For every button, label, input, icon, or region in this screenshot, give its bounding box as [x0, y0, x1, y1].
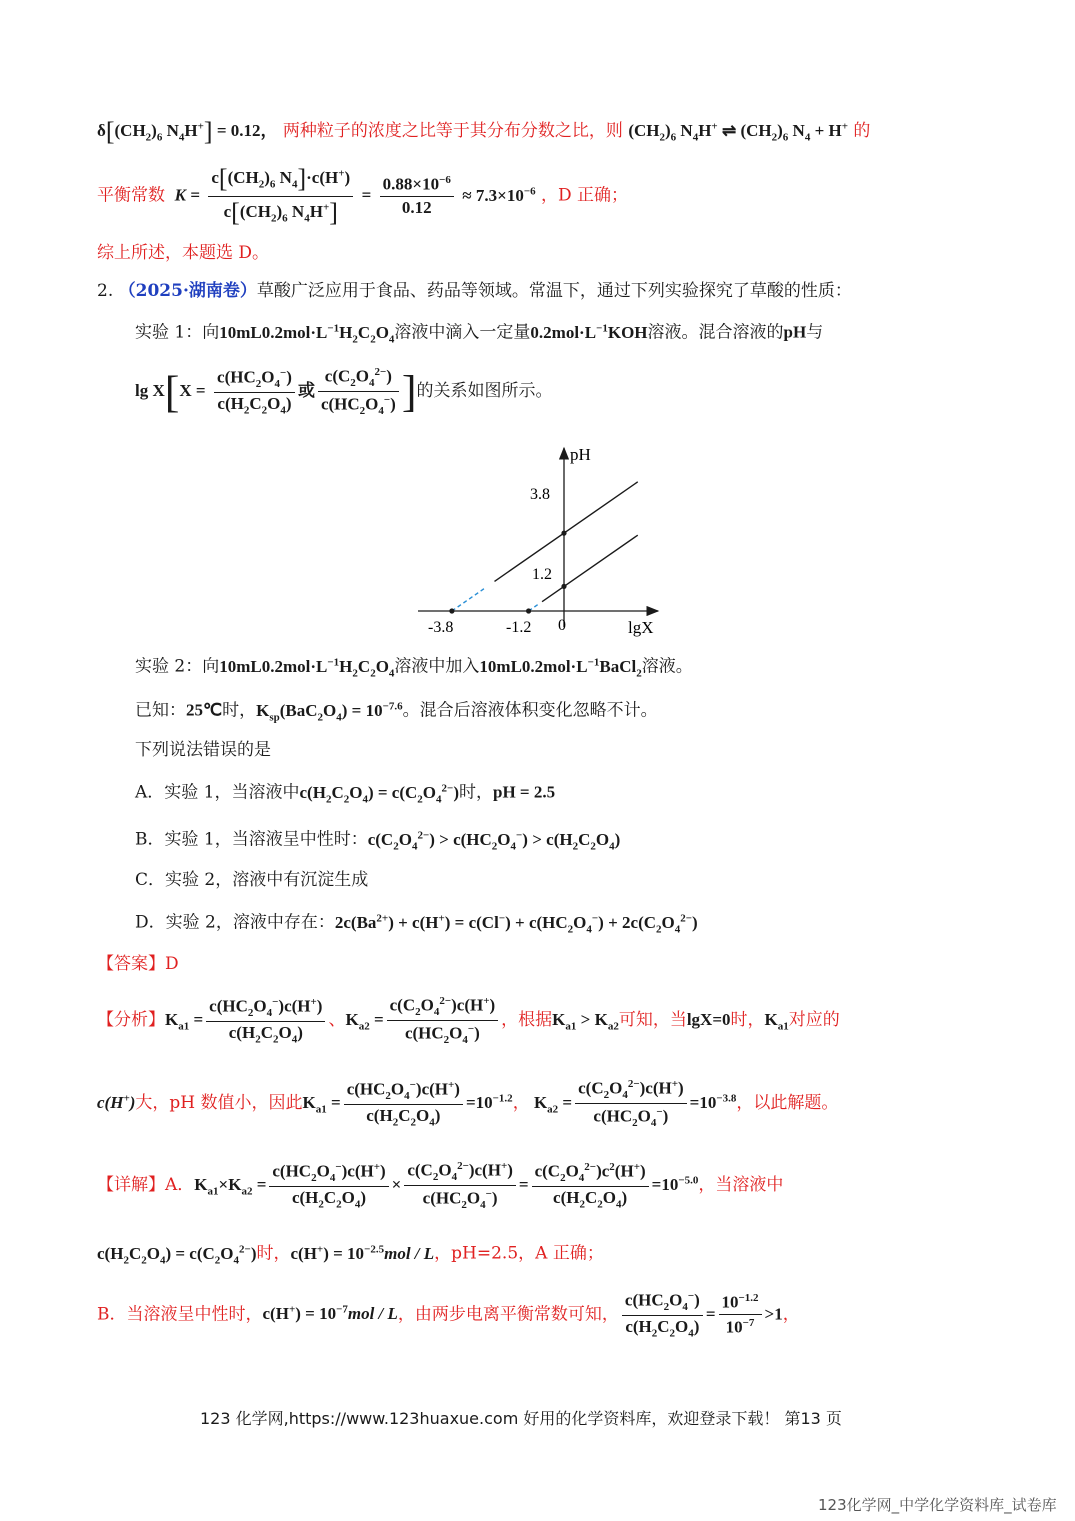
text: ，	[512, 1093, 530, 1114]
formula: lgX=0	[686, 1010, 731, 1030]
fraction: $\frac{c[(CH_2)_6 N_4]\cdot c(H^+)}{c[(CH_2)_6 N_4H^+]}$	[208, 165, 353, 227]
text: 已知：	[135, 700, 186, 721]
x-tick-label: 0	[558, 617, 566, 634]
formula: 或	[297, 381, 315, 401]
formula: $10mL0.2mol\cdot L^{-1}BaCl_2$	[479, 656, 642, 680]
answer-value: D	[165, 954, 179, 974]
text: ，D 正确；	[541, 185, 629, 206]
text: 溶液中滴入一定量	[394, 322, 531, 343]
option-d	[135, 912, 698, 935]
text: ，由两步电离平衡常数可知，	[397, 1304, 619, 1325]
formula: $c(H_2C_2O_4) = c(C_2O_4^{2-})$	[299, 782, 459, 806]
text: B．实验 1，当溶液呈中性时：	[135, 829, 368, 850]
fraction: $\frac{c(C_2O_4^{2-})c^2(H^+)}{c(H_2C_2O_4)}$	[532, 1161, 649, 1211]
text: 实验 2：向	[135, 656, 220, 677]
text: 的	[853, 121, 871, 142]
formula: =	[705, 1304, 716, 1324]
formula: >1	[764, 1304, 783, 1324]
formula: $K_{a2}$ =	[345, 1010, 384, 1033]
fraction: $\frac{c(HC_2O_4^-)}{c(H_2C_2O_4)}$	[214, 367, 295, 417]
text: ，	[782, 1304, 800, 1325]
text: 溶液。混合溶液的	[647, 322, 784, 343]
experiment-2	[135, 656, 693, 679]
series-0-x-intercept-point	[449, 608, 454, 613]
text: ，pH=2.5，A 正确；	[434, 1243, 604, 1264]
text: 时，	[256, 1243, 291, 1264]
series-0-y-intercept-point	[561, 531, 566, 536]
detail-label: 【详解】	[97, 1175, 165, 1196]
formula: $K_{a1}$ =	[165, 1010, 204, 1033]
ph-lgx-chart	[410, 442, 670, 642]
text-line-1	[97, 118, 870, 147]
formula: $K_{a1}$	[764, 1010, 789, 1033]
text: 平衡常数	[97, 185, 165, 206]
option-a	[135, 782, 555, 805]
series-1-line	[542, 535, 638, 602]
formula: $=10^{-3.8}$	[689, 1092, 737, 1113]
text: D．实验 2，溶液中存在：	[135, 912, 335, 933]
text: 大，pH 数值小，因此	[135, 1093, 303, 1114]
watermark: 123化学网_中学化学资料库_试卷库	[818, 1496, 1057, 1514]
detail-line-3	[97, 1290, 800, 1340]
option-c: C．实验 2，溶液中有沉淀生成	[135, 870, 369, 890]
formula: $=10^{-1.2}$	[465, 1092, 513, 1113]
text: 。混合后溶液体积变化忽略不计。	[402, 700, 658, 721]
analysis-line-1	[97, 995, 840, 1046]
fraction: $\frac{c(C_2O_4^{2-})c(H^+)}{c(HC_2O_4^-)}$	[404, 1160, 516, 1211]
text: 时，	[222, 700, 257, 721]
text: 可知，当	[618, 1010, 687, 1031]
x-axis-label: lgX	[628, 618, 654, 637]
formula: ≈ $7.3\times 10^{-6}$	[462, 184, 536, 205]
series-1-x-intercept-point	[526, 608, 531, 613]
known-condition	[135, 700, 658, 723]
text: ，以此解题。	[736, 1093, 839, 1114]
x-tick-label: -1.2	[506, 619, 532, 636]
y-axis-label: pH	[570, 445, 591, 464]
formula: K =	[170, 185, 200, 205]
series-1-y-intercept-point	[561, 584, 566, 589]
text: 时，	[730, 1010, 765, 1031]
formula: $10mL0.2mol\cdot L^{-1}H_2C_2O_4$	[219, 656, 395, 680]
y-tick-label: 3.8	[530, 486, 550, 503]
text-line-2	[97, 165, 628, 227]
formula: $=10^{-5.0}$	[651, 1174, 699, 1195]
fraction: $\frac{c(C_2O_4^{2-})}{c(HC_2O_4^-)}$	[318, 366, 399, 417]
text: 溶液中加入	[394, 656, 480, 677]
formula: ×	[391, 1175, 402, 1195]
text: 时，	[458, 782, 493, 803]
option-b	[135, 829, 620, 852]
formula: $2c(Ba^{2+}) + c(H^+) = c(Cl^-) + c(HC_2O_4^-) + 2c(C_2O_4^{2-})$	[334, 912, 698, 936]
fraction: $\frac{c(HC_2O_4^-)c(H^+)}{c(H_2C_2O_4)}$	[206, 996, 325, 1046]
x-tick-label: -3.8	[428, 619, 454, 636]
y-tick-label: 1.2	[532, 566, 552, 583]
experiment-1-relation	[135, 366, 553, 417]
formula: $K_{sp}(BaC_2O_4) = 10^{-7.6}$	[256, 700, 403, 724]
text: 与	[806, 322, 824, 343]
formula: $10mL0.2mol\cdot L^{-1}H_2C_2O_4$	[219, 322, 395, 346]
question-number: 2.	[97, 281, 114, 301]
fraction: $\frac{10^{-1.2}}{10^{-7}}$	[719, 1292, 762, 1338]
experiment-1	[135, 322, 823, 345]
text: 对应的	[788, 1010, 840, 1031]
detail-line-1	[97, 1160, 783, 1211]
analysis-label: 【分析】	[97, 1010, 165, 1031]
text: 、	[328, 1010, 346, 1031]
text: A．实验 1，当溶液中	[135, 782, 300, 803]
formula: $K_{a1}$ =	[302, 1093, 341, 1116]
formula: $(CH_2)_6$ $N_4H^+$ ⇌ $(CH_2)_6$ $N_4 + H^+$	[628, 120, 849, 144]
fraction: $\frac{c(C_2O_4^{2-})c(H^+)}{c(HC_2O_4^-)}$	[575, 1078, 687, 1129]
fraction: $\frac{c(HC_2O_4^-)c(H^+)}{c(H_2C_2O_4)}$	[344, 1079, 463, 1129]
formula: 25℃	[186, 700, 223, 720]
formula: $K_{a1} > K_{a2}$	[552, 1010, 619, 1033]
fraction: $\frac{c(C_2O_4^{2-})c(H^+)}{c(HC_2O_4^-)}$	[387, 995, 499, 1046]
answer-label: 【答案】	[97, 954, 165, 974]
question-stem	[97, 282, 852, 301]
text: 溶液。	[641, 656, 693, 677]
analysis-line-2	[97, 1078, 838, 1129]
formula: $c(C_2O_4^{2-}) > c(HC_2O_4^-) > c(H_2C_2O_4)$	[367, 829, 621, 853]
text: 草酸广泛应用于食品、药品等领域。常温下，通过下列实验探究了草酸的性质：	[256, 281, 852, 301]
formula: $c(H^+) = 10^{-7}mol / L$	[262, 1303, 398, 1324]
formula: $K_{a2}$ =	[529, 1093, 573, 1116]
text: B．当溶液呈中性时，	[97, 1304, 263, 1325]
formula: $\delta[(CH_2)_6$ $N_4H^+] = 0.12$，	[97, 117, 278, 146]
formula: ]	[401, 367, 417, 417]
formula: pH	[783, 322, 807, 342]
formula: $K_{a1}\times K_{a2}$ =	[194, 1175, 267, 1198]
formula: $c(H_2C_2O_4) = c(C_2O_4^{2-})$	[97, 1243, 257, 1267]
text: 实验 1：向	[135, 322, 220, 343]
text-line-3: 综上所述，本题选 D。	[97, 243, 270, 263]
formula: c(H+)	[97, 1092, 136, 1113]
series-0-dashed	[452, 588, 486, 611]
detail-line-2	[97, 1243, 604, 1266]
formula: =	[518, 1175, 529, 1195]
answer	[97, 955, 179, 974]
formula: pH = 2.5	[492, 782, 556, 802]
page-footer: 123 化学网,https://www.123huaxue.com 好用的化学资料库，欢迎登录下载！ 第13 页	[200, 1409, 842, 1428]
text: 的关系如图所示。	[416, 381, 553, 402]
question-source: （2025·湖南卷）	[118, 281, 257, 301]
fraction: $\frac{c(HC_2O_4^-)c(H^+)}{c(H_2C_2O_4)}$	[269, 1161, 388, 1211]
text: 两种粒子的浓度之比等于其分布分数之比，则	[282, 121, 623, 142]
text: ，当溶液中	[698, 1175, 784, 1196]
formula: lg X[X =	[135, 367, 206, 417]
text: A．	[165, 1175, 195, 1196]
formula: $0.2mol\cdot L^{-1}KOH$	[530, 322, 648, 342]
fraction: $\frac{c(HC_2O_4^-)}{c(H_2C_2O_4)}$	[622, 1290, 703, 1340]
question-ask: 下列说法错误的是	[135, 740, 271, 760]
formula: $c(H^+) = 10^{-2.5}mol / L$	[290, 1243, 435, 1263]
fraction: $\frac{0.88\times 10^{-6}}{0.12}$	[380, 174, 454, 218]
formula: =	[361, 185, 372, 205]
text: ，根据	[501, 1010, 553, 1031]
